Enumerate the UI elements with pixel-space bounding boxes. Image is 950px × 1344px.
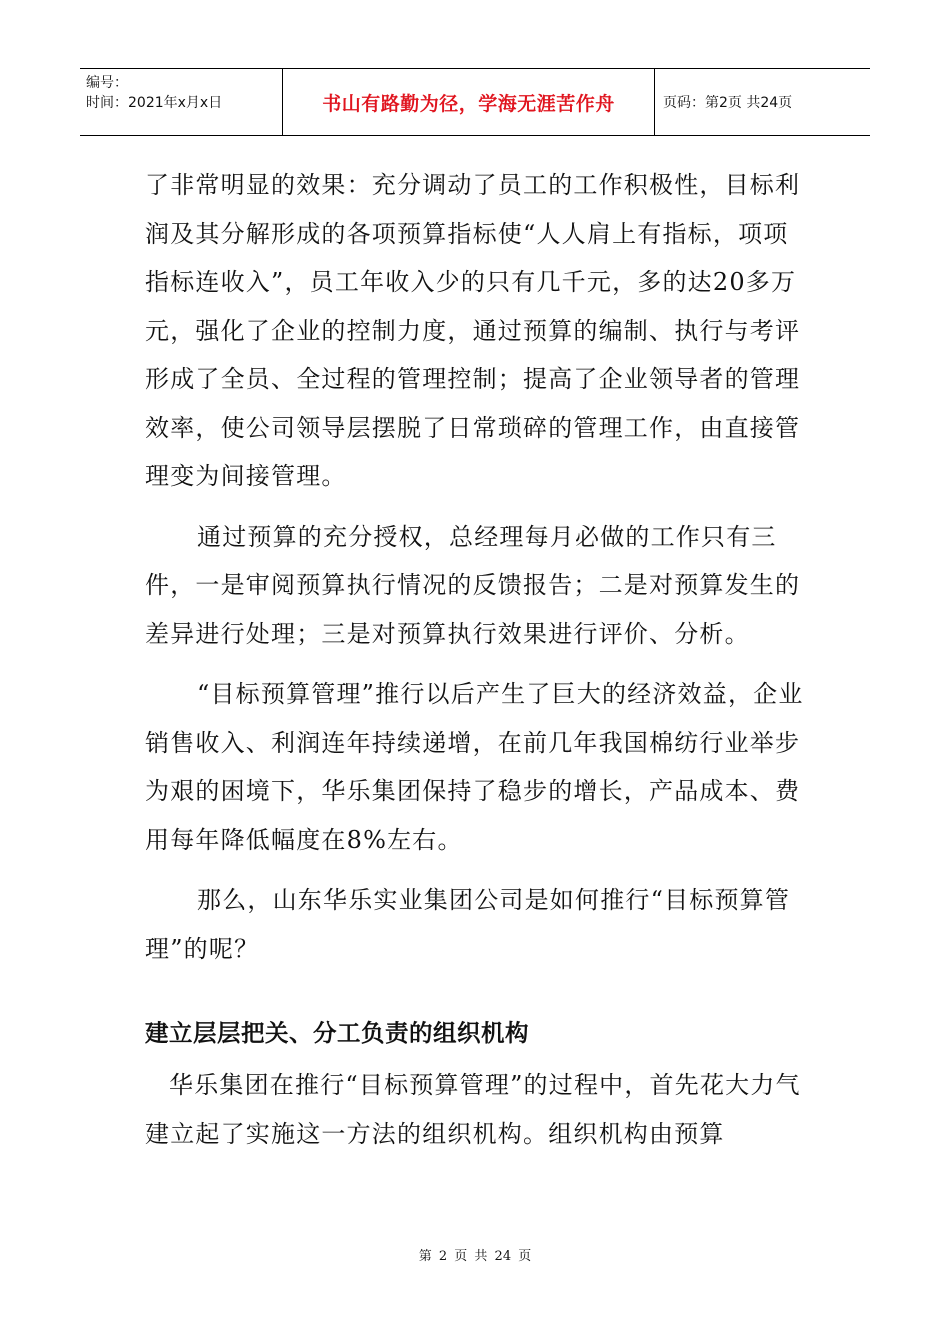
paragraph: 那么，山东华乐实业集团公司是如何推行“目标预算管理”的呢？ [145,886,791,963]
header-meta-cell [80,69,283,135]
page-footer: 第 2 页 共 24 页 [418,1249,532,1264]
paragraph: 华乐集团在推行“目标预算管理”的过程中，首先花大力气建立起了实施这一方法的组织机构。组织机构由预算 [145,1071,801,1148]
paragraph: 通过预算的充分授权，总经理每月必做的工作只有三件，一是审阅预算执行情况的反馈报告；二是对预算发生的差异进行处理；三是对预算执行效果进行评价、分析。 [145,522,801,648]
paragraph: “目标预算管理”推行以后产生了巨大的经济效益，企业销售收入、利润连年持续递增，在前几年我国棉纺行业举步为艰的困境下，华乐集团保持了稳步的增长，产品成本、费用每年降低幅度在8%左右。 [145,680,804,854]
header-page-label: 页码：第2页 共24页 [663,95,793,111]
document-body [145,161,810,1158]
document-time-label: 时间：2021年x月x日 [86,95,223,111]
section-heading: 建立层层把关、分工负责的组织机构 [145,1019,529,1047]
header-motto: 书山有路勤为径，学海无涯苦作舟 [283,69,655,135]
document-number-label: 编号： [86,75,128,91]
page-header [80,68,870,136]
paragraph: 了非常明显的效果：充分调动了员工的工作积极性，目标利润及其分解形成的各项预算指标使“人人肩上有指标，项项指标连收入”，员工年收入少的只有几千元，多的达20多万元，强化了企业的控制力度，通过预算的编制、执行与考评形成了全员、全过程的管理控制；提高了企业领导者的管理效率，使公司领导层摆脱了日常琐碎的管理工作，由直接管理变为间接管理。 [145,171,801,490]
